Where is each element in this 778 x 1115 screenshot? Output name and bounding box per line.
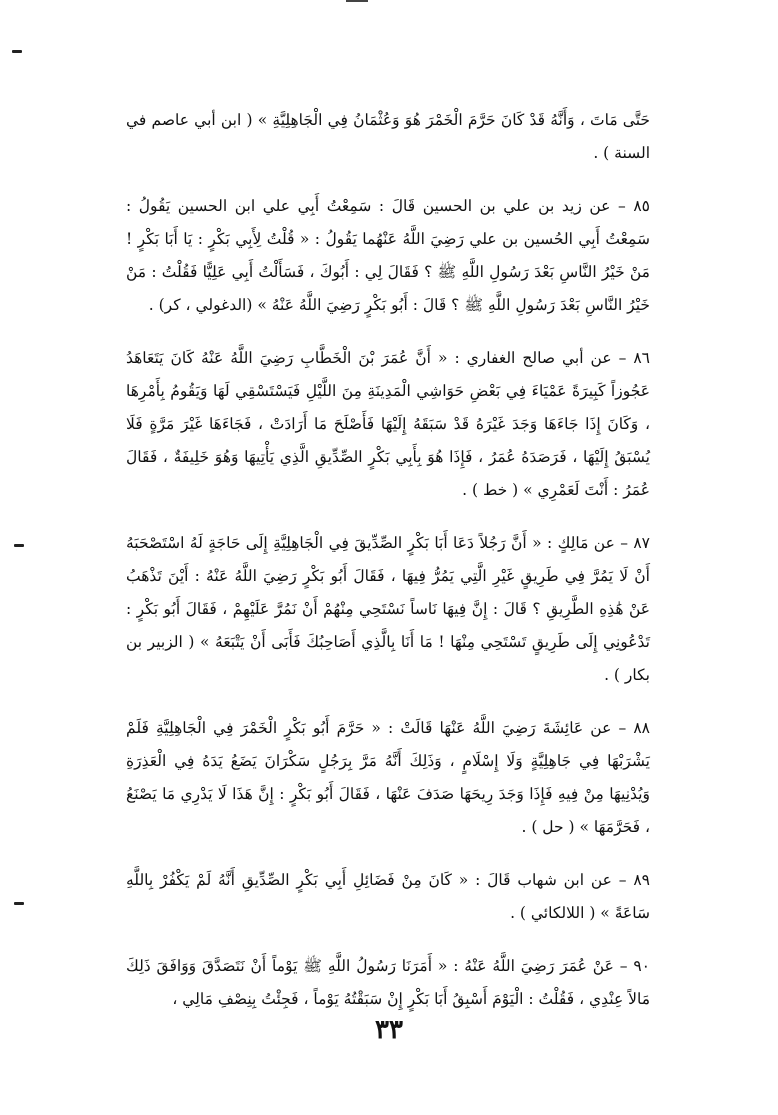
hadith-90: ٩٠ – عَنْ عُمَرَ رَضِيَ اللَّهُ عَنْهُ : « أَمَرَنَا رَسُولُ اللَّهِ ﷺ يَوْماً أَنْ نَتَصَدَّقَ وَوَافَقَ ذَلِكَ مَالاً عِنْدِي ، فَقُلْتُ : الْيَوْمَ أَسْبِقُ أَبَا بَكْرٍ إِنْ سَبَقْتُهُ يَوْماً ، فَجِئْتُ بِنِصْفِ مَالِي ، bbox=[126, 957, 650, 1008]
hadith-89: ٨٩ – عن ابن شهاب قَالَ : « كَانَ مِنْ فَضَائِلِ أَبِي بَكْرٍ الصِّدِّيقِ أَنَّهُ لَمْ يَكْفُرْ بِاللَّهِ سَاعَةً » ( اللالكائي ) . bbox=[126, 871, 650, 922]
body-text bbox=[126, 104, 650, 1016]
hadith-85: ٨٥ – عن زيد بن علي بن الحسين قَالَ : سَمِعْتُ أَبِي علي ابن الحسين يَقُولُ : سَمِعْتُ أَبِي الحُسين بن علي رَضِيَ اللَّهُ عَنْهُما يَقُولُ : « قُلْتُ لِأَبِي بَكْرٍ : يَا أَبَا بَكْرٍ ! مَنْ خَيْرُ النَّاسِ بَعْدَ رَسُولِ اللَّهِ ﷺ ؟ فَقَالَ لِي : أَبُوكَ ، فَسَأَلْتُ أَبِي عَلِيًّا فَقُلْتُ : مَنْ خَيْرُ النَّاسِ بَعْدَ رَسُولِ اللَّهِ ﷺ ؟ قَالَ : أَبُو بَكْرٍ رَضِيَ اللَّهُ عَنْهُ » (الدغولي ، كر) . bbox=[126, 197, 650, 314]
margin-mark bbox=[14, 902, 24, 905]
hadith-87: ٨٧ – عن مَالِكٍ : « أَنَّ رَجُلاً دَعَا أَبَا بَكْرٍ الصِّدِّيقَ فِي الْجَاهِلِيَّةِ إِلَى حَاجَةٍ لَهُ اسْتَصْحَبَهُ أَنْ لَا يَمُرَّ فِي طَرِيقٍ غَيْرِ الَّتِي يَمُرُّ فِيهَا ، فَقَالَ أَبُو بَكْرٍ رَضِيَ اللَّهُ عَنْهُ : أَيْنَ تَذْهَبُ عَنْ هَٰذِهِ الطَّرِيقِ ؟ قَالَ : إِنَّ فِيهَا نَاساً نَسْتَحِي مِنْهُمْ أَنْ نَمُرَّ عَلَيْهِمْ ، فَقَالَ أَبُو بَكْرٍ : تَدْعُونِي إِلَى طَرِيقٍ تَسْتَحِي مِنْهَا ! مَا أَنَا بِالَّذِي أَصَاحِبُكَ فَأَبَى أَنْ يَتْبَعَهُ » ( الزبير بن بكار ) . bbox=[126, 534, 650, 684]
paragraph-continuation: حَتَّى مَاتَ ، وَأَنَّهُ قَدْ كَانَ حَرَّمَ الْخَمْرَ هُوَ وَعُثْمَانُ فِي الْجَاهِلِيَّةِ » ( ابن أبي عاصم في السنة ) . bbox=[126, 111, 650, 162]
hadith-88: ٨٨ – عن عَائِشَةَ رَضِيَ اللَّهُ عَنْهَا قَالَتْ : « حَرَّمَ أَبُو بَكْرٍ الْخَمْرَ فِي الْجَاهِلِيَّةِ فَلَمْ يَشْرَبْهَا فِي جَاهِلِيَّةٍ وَلَا إِسْلَامٍ ، وَذَلِكَ أَنَّهُ مَرَّ بِرَجُلٍ سَكْرَانَ يَضَعُ يَدَهُ فِي الْعَذِرَةِ وَيُدْنِيهَا مِنْ فِيهِ فَإِذَا وَجَدَ رِيحَهَا صَدَفَ عَنْهَا ، فَقَالَ أَبُو بَكْرٍ : إِنَّ هَذَا لَا يَدْرِي مَا يَصْنَعُ ، فَحَرَّمَهَا » ( حل ) . bbox=[126, 719, 650, 836]
top-edge-mark bbox=[346, 0, 368, 2]
page-number: ٣٣ bbox=[375, 1015, 403, 1045]
hadith-86: ٨٦ – عن أبي صالح الغفاري : « أَنَّ عُمَرَ بْنَ الْخَطَّابِ رَضِيَ اللَّهُ عَنْهُ كَانَ يَتَعَاهَدُ عَجُوزاً كَبِيرَةً عَمْيَاءَ فِي بَعْضِ حَوَاشِي الْمَدِينَةِ مِنَ اللَّيْلِ فَيَسْتَسْقِي لَهَا وَيَقُومُ بِأَمْرِهَا ، وَكَانَ إِذَا جَاءَهَا وَجَدَ غَيْرَهُ قَدْ سَبَقَهُ إِلَيْهَا فَأَصْلَحَ مَا أَرَادَتْ ، فَجَاءَهَا غَيْرَ مَرَّةٍ فَلَا يُسْبَقُ إِلَيْهَا ، فَرَصَدَهُ عُمَرُ ، فَإِذَا هُوَ بِأَبِي بَكْرٍ الصِّدِّيقِ الَّذِي يَأْتِيهَا وَهُوَ خَلِيفَةٌ ، فَقَالَ عُمَرُ : أَنْتَ لَعَمْرِي » ( خط ) . bbox=[126, 349, 650, 499]
margin-mark bbox=[12, 50, 22, 53]
margin-mark bbox=[14, 544, 24, 547]
